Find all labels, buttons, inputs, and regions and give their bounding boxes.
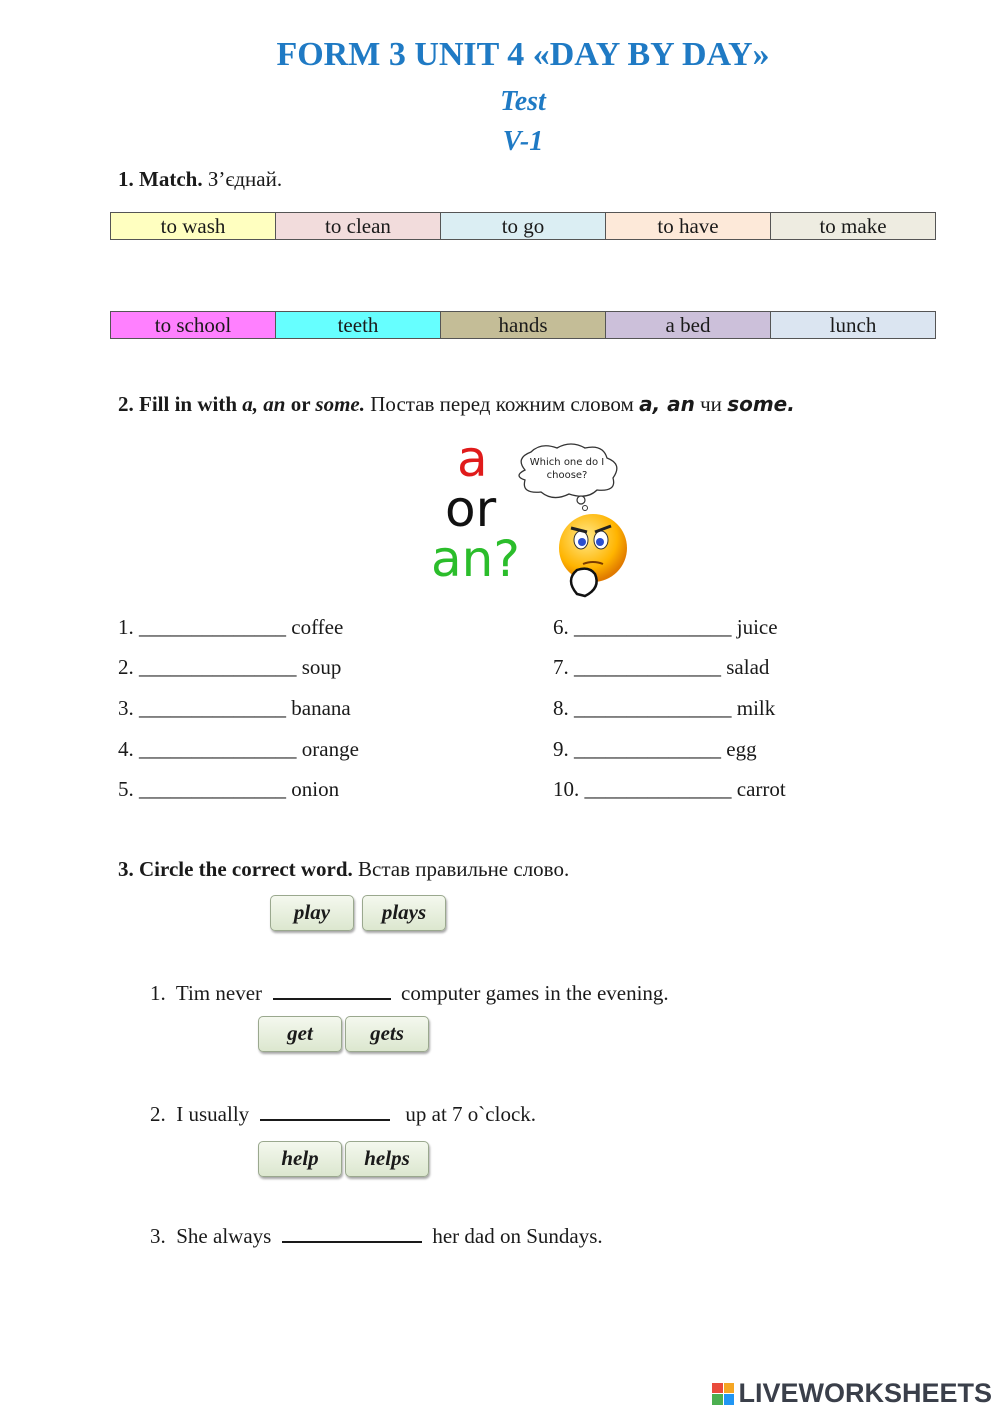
task3-heading (118, 857, 569, 882)
liveworksheets-logo (712, 1378, 992, 1409)
task1-label: 1. Match. (118, 167, 203, 191)
illustration-an: an? (431, 530, 520, 588)
match-row-verbs (110, 212, 936, 240)
task2-label: 2. Fill in with (118, 392, 243, 416)
list-item[interactable]: 7. ______________ salad (553, 655, 770, 679)
match-row-nouns (110, 311, 936, 339)
variant-label: V-1 (502, 126, 544, 157)
option-plays-button[interactable]: plays (362, 895, 446, 931)
answer-blank-3[interactable] (282, 1223, 422, 1243)
option-get-button[interactable]: get (258, 1016, 342, 1052)
a-or-an-illustration (425, 430, 635, 603)
list-item[interactable]: 10. ______________ carrot (553, 777, 786, 801)
thought-bubble-text: Which one do I choose? (529, 457, 605, 481)
task2-some: some. (315, 392, 365, 416)
list-item[interactable]: 8. _______________ milk (553, 696, 776, 720)
task2-chy: чи (694, 392, 728, 416)
option-helps-button[interactable]: helps (345, 1141, 429, 1177)
thinking-face-icon (555, 502, 631, 600)
match-cell[interactable]: lunch (771, 312, 935, 338)
list-item[interactable]: 1. ______________ coffee (118, 615, 344, 639)
match-cell[interactable]: hands (441, 312, 606, 338)
illustration-a: a (457, 430, 488, 488)
list-item[interactable]: 4. _______________ orange (118, 737, 359, 761)
task2-a-an: a, an (242, 392, 286, 416)
answer-blank-2[interactable] (260, 1101, 390, 1121)
task2-or: or (285, 392, 316, 416)
option-play-button[interactable]: play (270, 895, 354, 931)
list-item[interactable]: 3. ______________ banana (118, 696, 351, 720)
task2-heading (118, 392, 795, 417)
match-cell[interactable]: to have (606, 213, 771, 239)
sentence-3: 3. She always her dad on Sundays. (150, 1224, 603, 1248)
match-cell[interactable]: to clean (276, 213, 441, 239)
list-item[interactable]: 2. _______________ soup (118, 655, 342, 679)
match-cell[interactable]: to school (111, 312, 276, 338)
option-gets-button[interactable]: gets (345, 1016, 429, 1052)
task3-instruction: Встав правильне слово. (352, 857, 570, 881)
liveworksheets-logo-icon (712, 1383, 734, 1405)
task3-label: 3. Circle the correct word. (118, 857, 353, 881)
match-cell[interactable]: to wash (111, 213, 276, 239)
option-help-button[interactable]: help (258, 1141, 342, 1177)
test-label: Test (500, 86, 546, 117)
sentence-1: 1. Tim never computer games in the evening. (150, 981, 669, 1005)
task1-instruction: З’єднай. (202, 167, 283, 191)
match-cell[interactable]: a bed (606, 312, 771, 338)
match-cell[interactable]: teeth (276, 312, 441, 338)
list-item[interactable]: 5. ______________ onion (118, 777, 340, 801)
worksheet-title: FORM 3 UNIT 4 «DAY BY DAY» (276, 36, 770, 73)
task2-instruction: Постав перед кожним словом (365, 392, 640, 416)
task2-some-2: some. (727, 392, 795, 416)
illustration-or: or (445, 480, 497, 538)
list-item[interactable]: 6. _______________ juice (553, 615, 778, 639)
logo-text: LIVEWORKSHEETS (738, 1378, 992, 1408)
task1-heading (118, 167, 282, 192)
match-cell[interactable]: to go (441, 213, 606, 239)
match-cell[interactable]: to make (771, 213, 935, 239)
task2-a-an-2: a, an (639, 392, 695, 416)
answer-blank-1[interactable] (273, 980, 391, 1000)
list-item[interactable]: 9. ______________ egg (553, 737, 757, 761)
sentence-2: 2. I usually up at 7 o`clock. (150, 1102, 537, 1126)
